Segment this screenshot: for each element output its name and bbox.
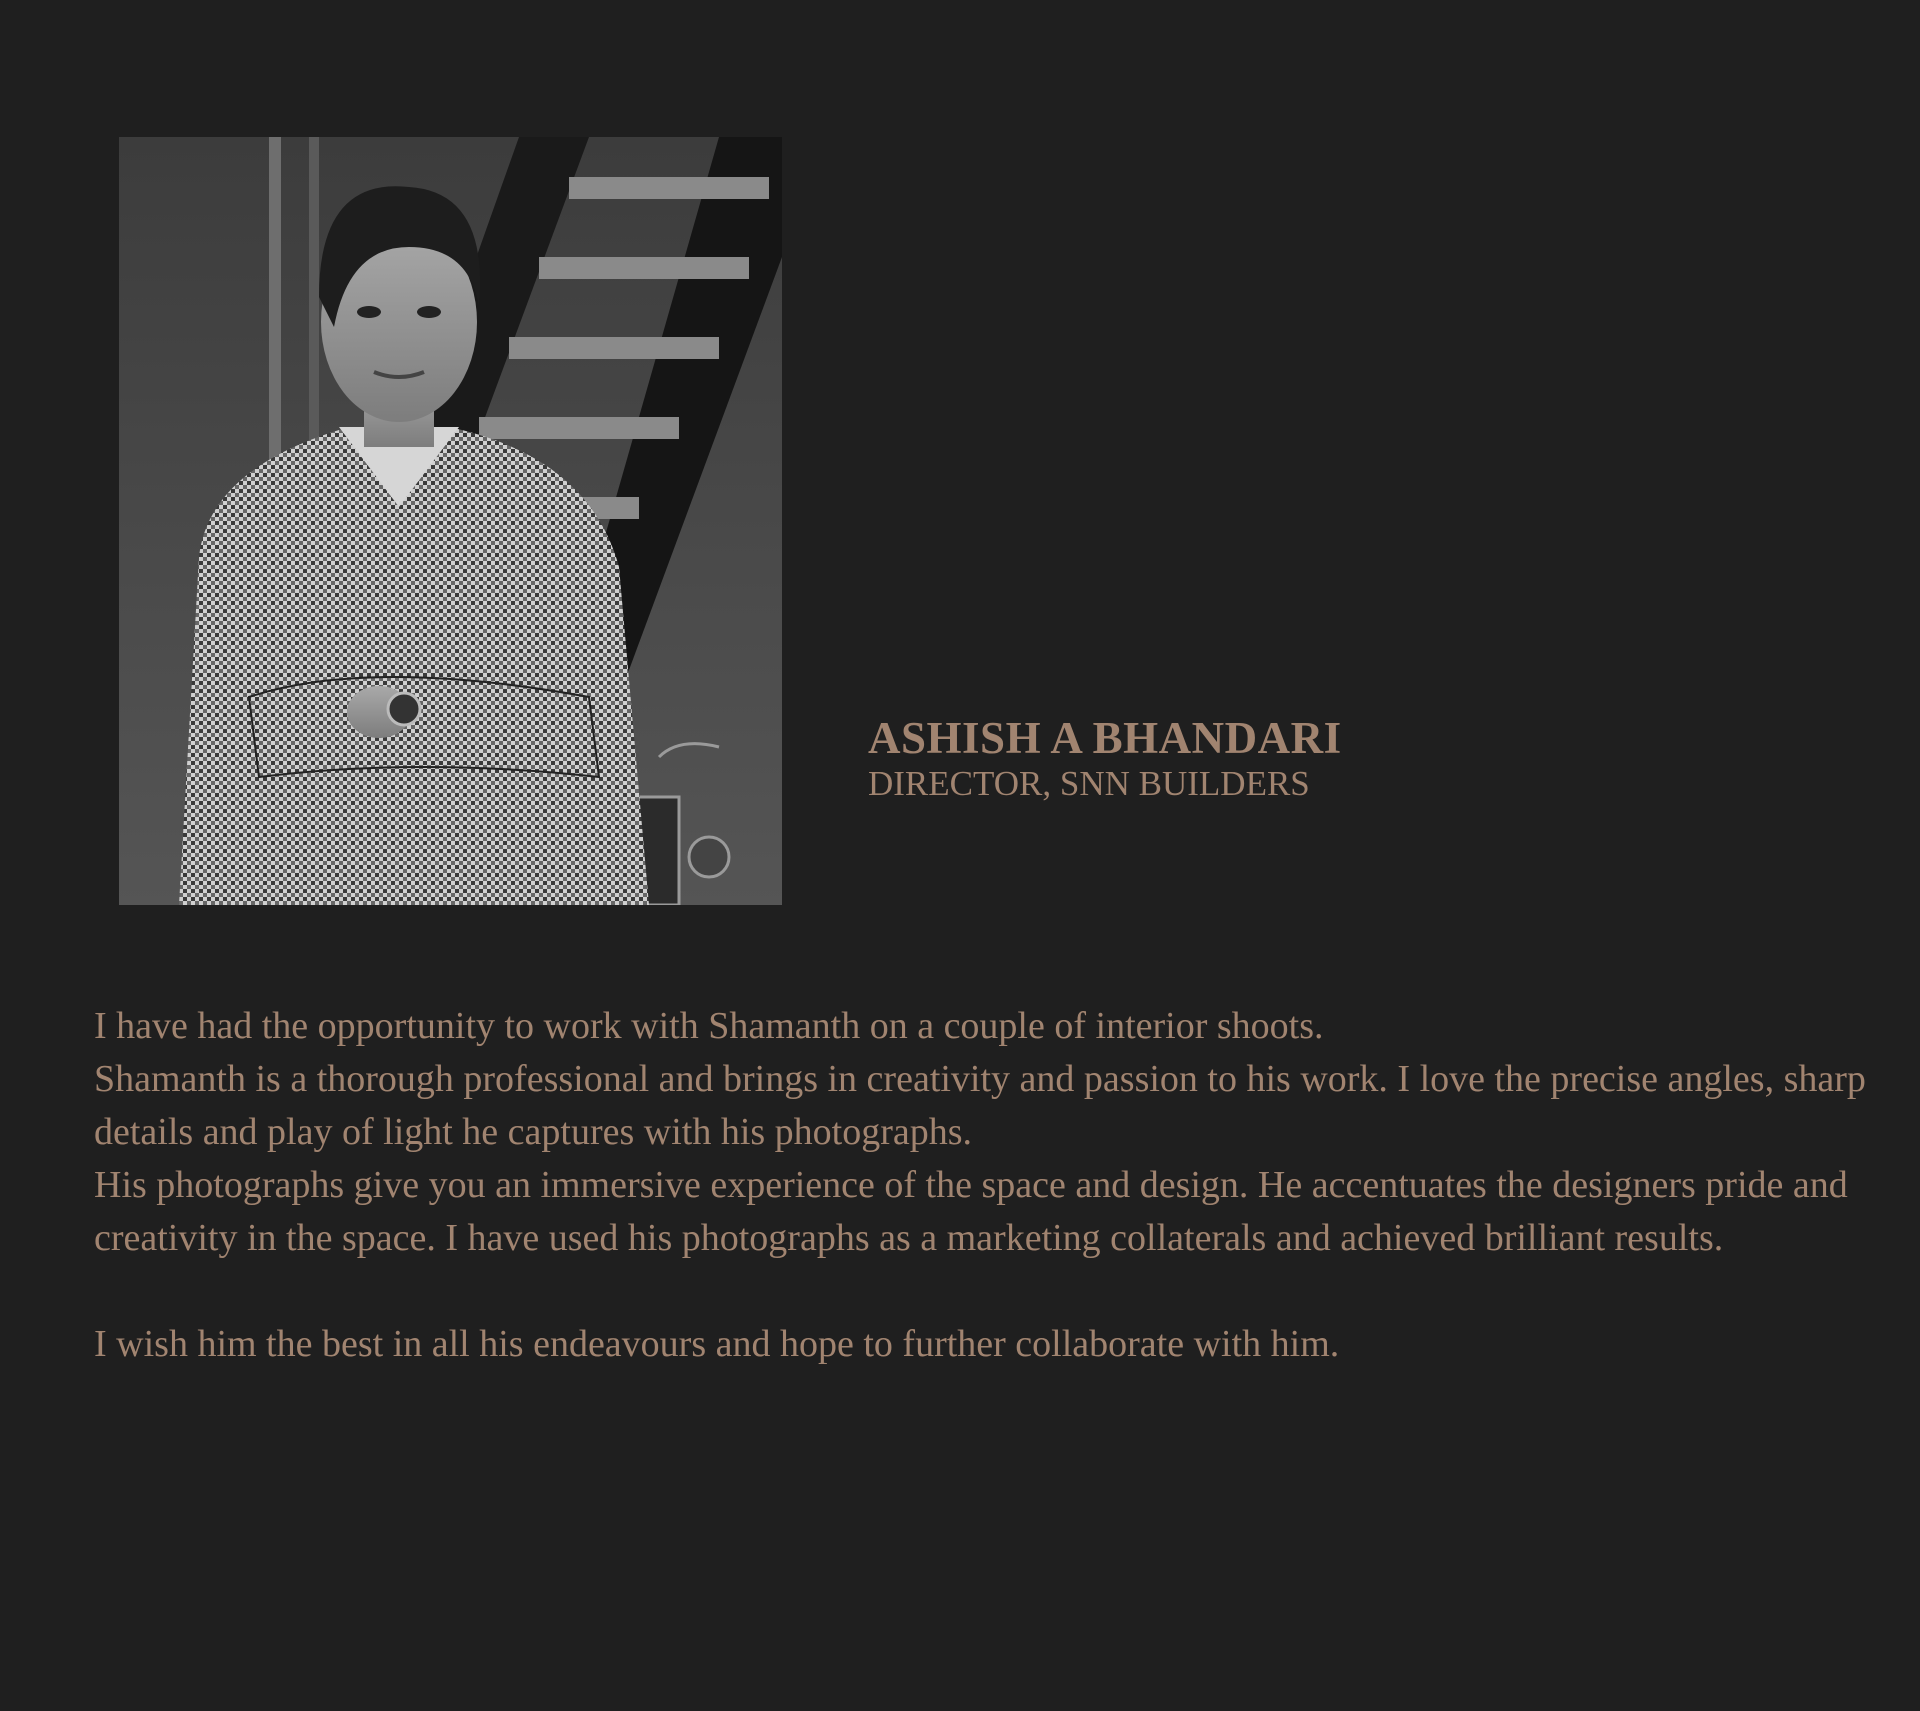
testimonial-line: Shamanth is a thorough professional and brings in creativity and passion to his work. I love the precise angles, sharp details and play of light he captures with his photographs.: [94, 1058, 1866, 1153]
person-name: ASHISH A BHANDARI: [868, 713, 1342, 763]
paragraph-spacer: [94, 1265, 1894, 1318]
person-title: DIRECTOR, SNN BUILDERS: [868, 764, 1310, 803]
testimonial-closing: I wish him the best in all his endeavours and hope to further collaborate with him.: [94, 1323, 1340, 1365]
person-info: [868, 712, 1342, 804]
testimonial-text: [94, 1000, 1894, 1371]
portrait-photo: [119, 137, 782, 905]
testimonial-line: His photographs give you an immersive experience of the space and design. He accentuates the designers pride and creativity in the space. I have used his photographs as a marketing collaterals and achieved brilliant results.: [94, 1164, 1848, 1259]
testimonial-line: I have had the opportunity to work with Shamanth on a couple of interior shoots.: [94, 1005, 1324, 1047]
portrait-illustration: [119, 137, 782, 905]
